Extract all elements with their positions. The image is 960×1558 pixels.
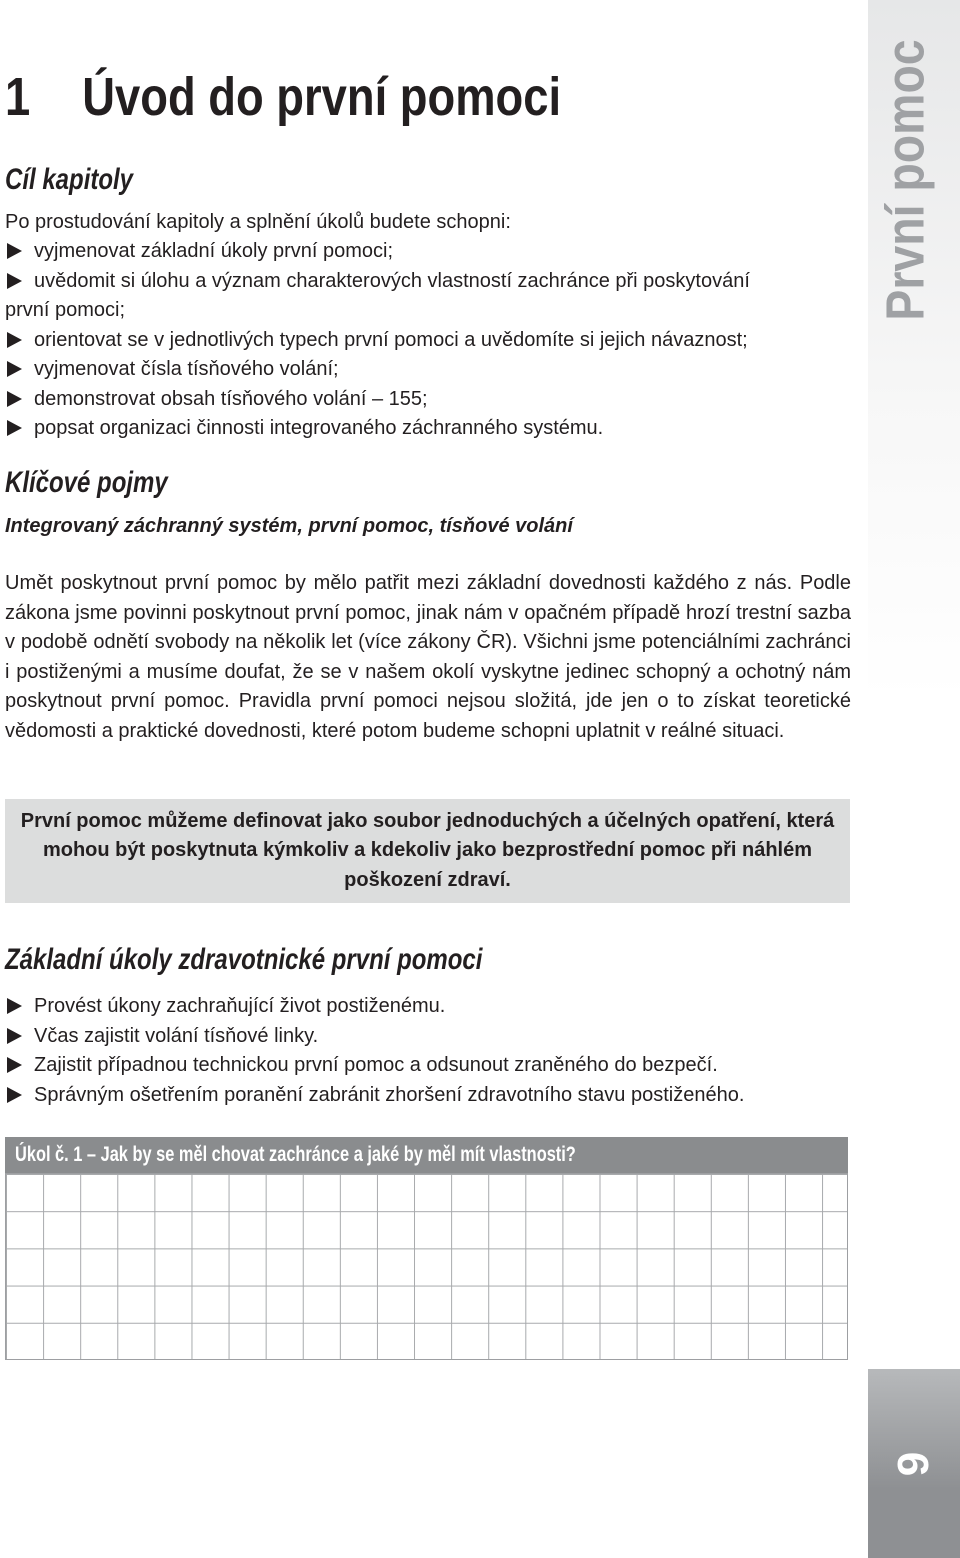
goals-list xyxy=(5,237,855,444)
list-item: orientovat se v jednotlivých typech první pomoci a uvědomíte si jejich návaznost; xyxy=(5,326,855,356)
list-item: Provést úkony zachraňující život postiženému. xyxy=(5,992,855,1022)
page-number: 9 xyxy=(888,1451,938,1476)
list-item: popsat organizaci činnosti integrovaného záchranného systému. xyxy=(5,414,855,444)
list-item: Zajistit případnou technickou první pomoc a odsunout zraněného do bezpečí. xyxy=(5,1051,855,1081)
list-item: demonstrovat obsah tísňového volání – 155; xyxy=(5,385,855,415)
list-item: vyjmenovat základní úkoly první pomoci; xyxy=(5,237,855,267)
side-tab-text: První pomoc xyxy=(876,39,936,321)
triangle-bullet-icon xyxy=(7,1057,22,1073)
chapter-title-text: Úvod do první pomoci xyxy=(82,67,562,127)
exercise-header xyxy=(5,1137,848,1173)
chapter-title xyxy=(5,62,561,132)
definition-text: První pomoc můžeme definovat jako soubor jednoduchých a účelných opatření, která mohou být poskytnuta kýmkoliv a kdekoliv jako bezprostřední pomoc při náhlém poškození zdraví. xyxy=(20,809,835,891)
triangle-bullet-icon xyxy=(7,1028,22,1044)
list-item: uvědomit si úlohu a význam charakterových vlastností zachránce při poskytování první pomoci; xyxy=(5,269,750,321)
list-item: Včas zajistit volání tísňové linky. xyxy=(5,1022,855,1052)
triangle-bullet-icon xyxy=(7,332,22,348)
triangle-bullet-icon xyxy=(7,420,22,436)
triangle-bullet-icon xyxy=(7,1087,22,1103)
tasks-heading: Základní úkoly zdravotnické první pomoci xyxy=(5,943,483,976)
page-number-box xyxy=(868,1369,960,1558)
triangle-bullet-icon xyxy=(7,391,22,407)
triangle-bullet-icon xyxy=(7,243,22,259)
side-tab-label xyxy=(876,39,936,321)
tasks-list xyxy=(5,992,855,1110)
triangle-bullet-icon xyxy=(7,361,22,377)
triangle-bullet-icon xyxy=(7,273,22,289)
body-paragraph: Umět poskytnout první pomoc by mělo patřit mezi základní dovednosti každého z nás. Podle zákona jsme povinni poskytnout první pomoc, jinak nám v opačném případě hrozí trestní sazba v podobě odnětí svobody na několik let (více zákony ČR). Všichni jsme potenciálními zachránci i postiženými a musíme doufat, že se v našem okolí vyskytne jedinec schopný a ochotný nám poskytnout první pomoc. Pravidla první pomoci nejsou složitá, jde jen o to získat teoretické vědomosti a praktické dovednosti, které potom budeme schopni uplatnit v reálné situaci. xyxy=(5,572,851,742)
definition-box xyxy=(5,799,850,903)
key-terms-text: Integrovaný záchranný systém, první pomoc, tísňové volání xyxy=(5,515,573,537)
goals-intro: Po prostudování kapitoly a splnění úkolů budete schopni: xyxy=(5,211,511,233)
answer-grid[interactable] xyxy=(5,1173,848,1360)
chapter-number: 1 xyxy=(5,67,31,127)
key-terms-heading: Klíčové pojmy xyxy=(5,466,168,499)
triangle-bullet-icon xyxy=(7,998,22,1014)
goals-heading: Cíl kapitoly xyxy=(5,163,134,196)
list-item: Správným ošetřením poranění zabránit zhoršení zdravotního stavu postiženého. xyxy=(5,1081,855,1111)
exercise-label: Úkol č. 1 – Jak by se měl chovat zachránce a jaké by měl mít vlastnosti? xyxy=(15,1143,576,1166)
list-item: vyjmenovat čísla tísňového volání; xyxy=(5,355,855,385)
